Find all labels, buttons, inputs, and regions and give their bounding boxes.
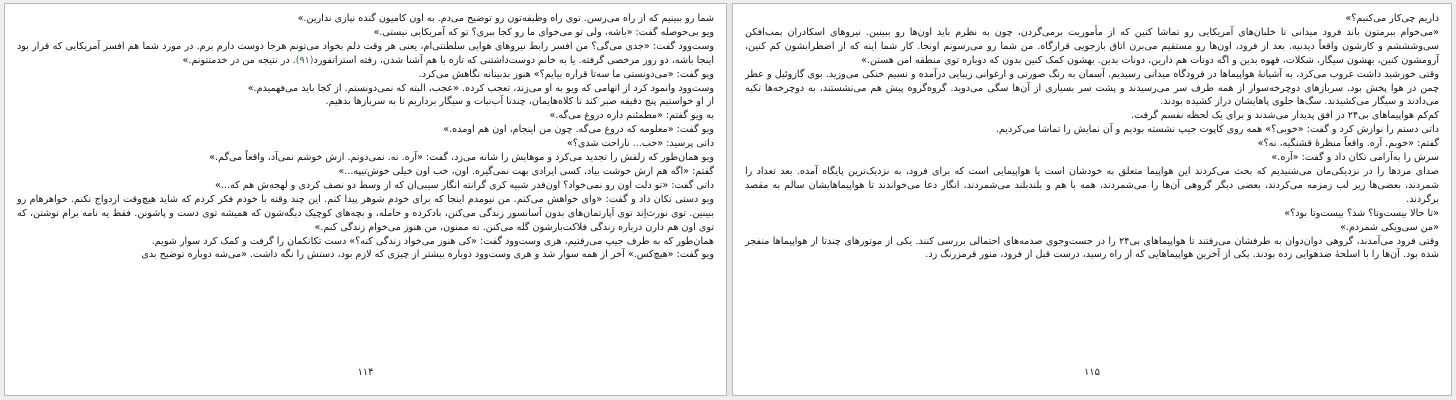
paragraph: داتی پرسید: «خب... ناراحت شدی؟»	[566, 138, 714, 150]
paragraph: «من سی‌ویکی شمردم.»	[1339, 221, 1439, 233]
paragraph: داتی گفت: «تو دلت اون رو نمی‌خواد؟ اون‌قدر شبیه کری گرانته انگار سیبی‌ان که از وسط دو نصف کردی و لهجه‌ش هم که...»	[215, 179, 714, 191]
paragraph: ویو گفت: «می‌دونستی ما سه‌تا قراره بیایم؟» هنوز بدبینانه نگاهش می‌کرد.	[418, 68, 714, 80]
paragraph: «تا حالا بیست‌وتا؟ شد؟ بیست‌وتا بود؟»	[1284, 207, 1439, 219]
paragraph: ویو گفت: «هیچ‌کس.» آخر از همه سوار شد و هری وست‌وود دوباره بیشتر از چیزی که لازم بود، دستش را نگه داشت. «می‌شه دوباره توضیح بدی	[141, 249, 714, 261]
paragraph: صدای مردها را در نزدیکی‌مان می‌شنیدیم که بحث می‌کردند این هواپیما متعلق به خودشان است یا هواپیمایی است که برای فرود، به نزدیک‌ترین پایگاه آمده. بعد تعداد را شمردند، بعضی‌ها زیر لب زمزمه می‌کردند، بعضی دیگر گروهی آن‌ها را می‌شمردند، همه با هم و بلندبلند می‌شمردند، انگار دعا می‌خواندند تا هواپیماهایشان سالم به مقصد برگردند.	[745, 165, 1439, 205]
paragraph: داتی دستم را نوازش کرد و گفت: «خوبی؟» همه روی کاپوت جیپ نشسته بودیم و آن نمایش را تماشا می‌کردیم.	[995, 124, 1439, 136]
paragraph: ویو دستی تکان داد و گفت: «وای خواهش می‌کنم. من نیومدم اینجا که برای خودم شوهر پیدا کنم. این چند وقته با خودم فکر کردم که شاید هیچ‌وقت ازدواج نکنم. خواهرهام رو ببینین. توی نورث‌اِند توی آپارتمان‌های بدون آسانسور زندگی می‌کنن، بادکرده و حامله، و بچه‌های کوچیک دیگه‌شون که همیشه توی دست و پاشونن. فقط یه نامه برام نوشتن، که توی اون هم دارن درباره زندگی فلاکت‌بارشون گله می‌کنن. نه ممنون، من هنوز می‌خوام زندگی کنم.»	[17, 193, 714, 233]
paragraph: سرش را به‌آرامی تکان داد و گفت: «آره.»	[1271, 152, 1439, 164]
paragraph: وست‌وود وانمود کرد از اتهامی که ویو به او می‌زند، تعجب کرده. «عجب، البته که نمی‌دونستم. از کجا باید می‌فهمیدم.»	[247, 82, 714, 94]
paragraph: ویو گفت: «معلومه که دروغ می‌گه. چون من اینجام، اون هم اومده.»	[443, 124, 714, 136]
page-number-left: ۱۱۴	[357, 367, 374, 378]
paragraph: شما رو ببینیم که از راه می‌رسن. توی راه وظیفه‌تون رو توضیح می‌دم. به اون کامیون گنده نیازی ندارین.»	[297, 13, 714, 24]
paragraph: به ویو گفتم: «مطمئنم داره دروغ می‌گه.»	[549, 110, 714, 122]
paragraph: وست‌وود گفت: «جدی می‌گی؟ من افسر رابط نیروهای هوایی سلطنتی‌ام، یعنی هر وقت دلم بخواد می‌تونم هرجا دوست دارم برم. در مورد شما هم افسر آمریکایی که قرار بود اینجا باشه، دو روز مرخصی گرفته. یا به خانم دوست‌داشتنی که تازه با هم آشنا شدن، رفته استراتفورد(۹۱). در نتیجه من در خدمتتونم.»	[17, 40, 714, 66]
right-page-body	[745, 12, 1439, 262]
paragraph: «می‌خوام ببرمتون باند فرود میدانی تا خلبان‌های آمریکایی رو تماشا کنین که از مأموریت برمی‌گردن، چون به نظرم باید اون‌ها رو ببینین. نیروهای اسکادران بمب‌افکن سی‌وشششم و کارشون واقعاً دیدنیه. بعد از فرود، اون‌ها رو مستقیم می‌برن اتاق بازجویی قرارگاه. من شما رو می‌رسونم اونجا. کار شما اینه که از اضطرابشون کم کنین، آرومشون کنین، بهشون سیگار، شکلات، قهوه بدین و اگه دونات هم دارین، دونات بدین. بهشون کمک کنین بدون که دوباره توی منطقه امن هستن.»	[745, 26, 1439, 66]
paragraph: وقتی فرود می‌آمدند، گروهی دوان‌دوان به طرفشان می‌رفتند تا هواپیماهای بی۲۴ را در جست‌وجوی صدمه‌های احتمالی بررسی کنند. یکی از موتورهای چندتا از هواپیماها منفجر شده بود. آن‌ها را با اسلحهٔ ضدهوایی زده بودند. یکی از آخرین هواپیماهایی که از راه رسید، درست قبل از فرود، منور قرمزرنگ زد.	[745, 235, 1440, 261]
paragraph: وقتی خورشید داشت غروب می‌کرد، به آشیانهٔ هواپیماها در فرودگاه میدانی رسیدیم. آسمان به رنگ صورتی و ارغوانی زیبایی درآمده و نسیم خنکی می‌وزید. بوی گازوئیل و عطر چمن در هوا پخش بود. سربازهای دوچرخه‌سوار از همه طرف سر می‌رسیدند و پشت سر بسیاری از آن‌ها سگی می‌دوید. گروه‌گروه پیش هم می‌نشستند، به دوچرخه‌ها تکیه می‌دادند و سیگار می‌کشیدند. سگ‌ها جلوی پاهایشان دراز کشیده بودند.	[745, 68, 1439, 108]
left-page	[4, 3, 727, 396]
paragraph: گفتم: «خوبم. آره. واقعاً منظرهٔ قشنگیه، نه؟»	[1257, 138, 1439, 150]
paragraph: ویو بی‌حوصله گفت: «باشه، ولی تو می‌خوای ما رو کجا ببری؟ تو که آمریکایی نیستی.»	[373, 26, 714, 38]
page-number-right: ۱۱۵	[1083, 367, 1101, 378]
paragraph: همان‌طور که به طرف جیپ می‌رفتیم، هری وست‌وود گفت: «کی هنوز می‌خواد زندگی کنه؟» دست تکانکمان را گرفت و کمک کرد سوار شویم.	[151, 235, 714, 247]
paragraph: داریم چی‌کار می‌کنیم؟»	[1345, 13, 1439, 24]
paragraph: از او خواستیم پنج دقیقه صبر کند تا کلاه‌هایمان، چندتا آب‌نبات و سیگار برداریم تا به سربازها بدهیم.	[325, 96, 714, 108]
right-page	[732, 3, 1452, 396]
paragraph: ویو همان‌طور که زلفش را تجدید می‌کرد و موهایش را شانه می‌زد، گفت: «آره. نه. نمی‌دونم. ازش خوشم نمی‌آد، واقعاً می‌گم.»	[209, 152, 714, 164]
paragraph: گفتم: «اگه هم ازش خوشت بیاد، کسی ایرادی بهت نمی‌گیره. اون، خب اون خیلی خوش‌تیپه...»	[338, 165, 714, 177]
left-page-body	[17, 12, 714, 262]
footnote-ref[interactable]: (۹۱)	[295, 54, 314, 66]
paragraph: کم‌کم هواپیماهای بی۲۴ در افق پدیدار می‌شدند و برای یک لحظه نفسم گرفت.	[1130, 110, 1439, 122]
